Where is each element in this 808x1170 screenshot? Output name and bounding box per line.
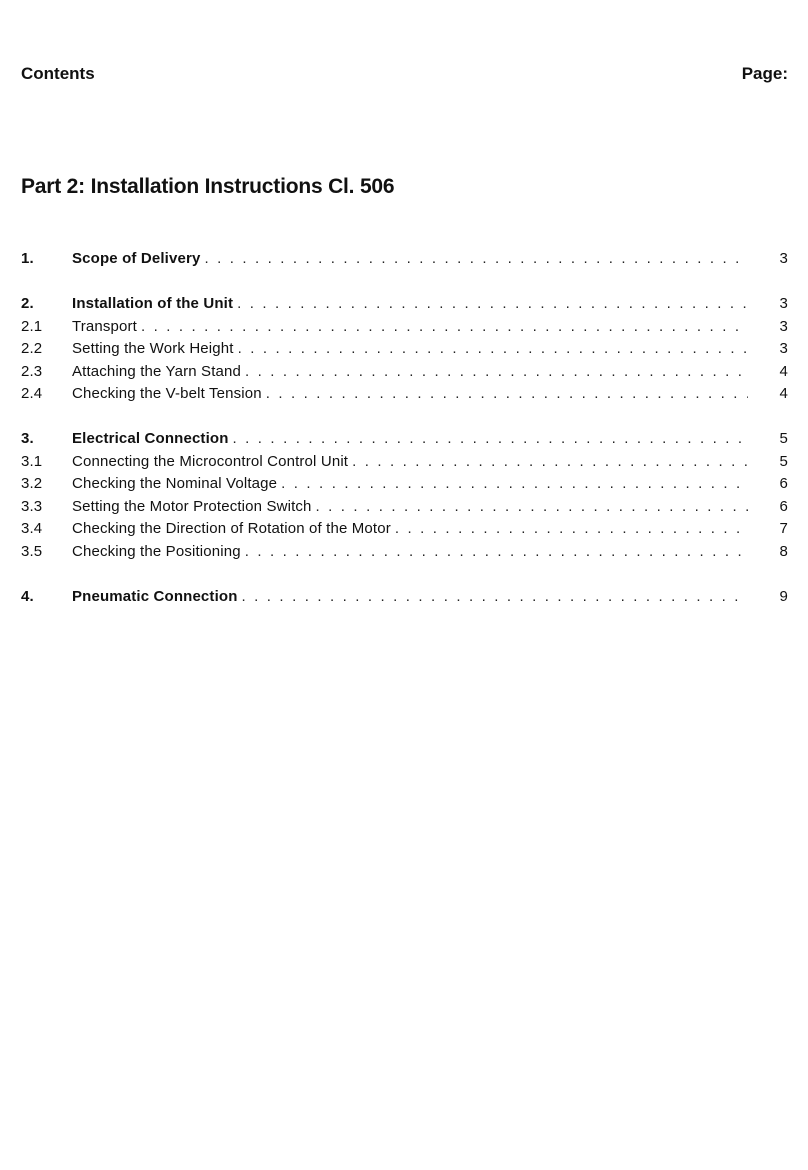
toc-entry-number: 1. bbox=[21, 250, 34, 267]
dot-leader bbox=[204, 250, 748, 267]
toc-entry-title: Transport bbox=[72, 317, 137, 335]
table-of-contents bbox=[21, 250, 788, 633]
toc-entry-title: Checking the Direction of Rotation of the Motor bbox=[72, 520, 391, 537]
toc-entry-title: Electrical Connection bbox=[72, 430, 229, 447]
toc-entry-page-number: 6 bbox=[779, 497, 788, 515]
dot-leader bbox=[242, 588, 748, 605]
dot-leader bbox=[281, 475, 748, 492]
dot-leader bbox=[395, 520, 748, 537]
toc-entry-page-number: 7 bbox=[779, 520, 788, 537]
toc-subsection-entry[interactable] bbox=[21, 543, 788, 566]
dot-leader bbox=[141, 318, 748, 335]
toc-entry-number: 3.1 bbox=[21, 452, 43, 470]
toc-chapter-entry[interactable] bbox=[21, 250, 788, 273]
toc-entry-page-number: 8 bbox=[779, 542, 788, 560]
toc-entry-page-number: 3 bbox=[779, 295, 788, 312]
dot-leader bbox=[238, 340, 748, 357]
dot-leader bbox=[237, 295, 748, 312]
toc-entry-page-number: 6 bbox=[779, 475, 788, 492]
toc-entry-page-number: 3 bbox=[779, 317, 788, 335]
toc-subsection-entry[interactable] bbox=[21, 475, 788, 498]
toc-entry-title: Scope of Delivery bbox=[72, 250, 201, 267]
toc-entry-number: 3.5 bbox=[21, 542, 43, 560]
dot-leader bbox=[245, 543, 748, 560]
toc-entry-page-number: 4 bbox=[779, 362, 788, 380]
dot-leader bbox=[352, 453, 748, 470]
toc-subsection-entry[interactable] bbox=[21, 498, 788, 521]
toc-subsection-entry[interactable] bbox=[21, 318, 788, 341]
toc-entry-number: 3.3 bbox=[21, 497, 43, 515]
toc-entry-title: Checking the Positioning bbox=[72, 542, 241, 560]
dot-leader bbox=[316, 498, 748, 515]
toc-entry-number: 4. bbox=[21, 587, 34, 605]
toc-entry-title: Connecting the Microcontrol Control Unit bbox=[72, 452, 349, 470]
toc-entry-title: Setting the Work Height bbox=[72, 340, 234, 357]
contents-header bbox=[21, 62, 788, 86]
dot-leader bbox=[245, 363, 748, 380]
toc-entry-title: Installation of the Unit bbox=[72, 295, 234, 312]
toc-entry-title: Checking the V-belt Tension bbox=[72, 385, 262, 402]
toc-section bbox=[21, 250, 788, 273]
toc-subsection-entry[interactable] bbox=[21, 385, 788, 408]
toc-entry-title: Attaching the Yarn Stand bbox=[72, 362, 241, 380]
page-column-heading: Page: bbox=[741, 64, 788, 83]
toc-entry-page-number: 5 bbox=[779, 430, 788, 447]
toc-entry-title: Checking the Nominal Voltage bbox=[72, 475, 278, 492]
toc-section bbox=[21, 588, 788, 611]
toc-entry-page-number: 5 bbox=[779, 452, 788, 470]
toc-entry-page-number: 3 bbox=[779, 340, 788, 357]
toc-entry-number: 2.2 bbox=[21, 340, 43, 357]
toc-entry-number: 2.4 bbox=[21, 385, 43, 402]
toc-entry-number: 2.3 bbox=[21, 362, 43, 380]
contents-heading: Contents bbox=[21, 64, 95, 83]
toc-entry-number: 2. bbox=[21, 295, 34, 312]
toc-entry-title: Setting the Motor Protection Switch bbox=[72, 497, 312, 515]
dot-leader bbox=[266, 385, 748, 402]
toc-entry-page-number: 9 bbox=[779, 587, 788, 605]
toc-subsection-entry[interactable] bbox=[21, 363, 788, 386]
toc-entry-number: 3.4 bbox=[21, 520, 43, 537]
toc-chapter-entry[interactable] bbox=[21, 430, 788, 453]
toc-entry-page-number: 4 bbox=[779, 385, 788, 402]
part-title: Part 2: Installation Instructions Cl. 506 bbox=[21, 175, 395, 198]
toc-chapter-entry[interactable] bbox=[21, 588, 788, 611]
toc-entry-number: 2.1 bbox=[21, 317, 43, 335]
toc-entry-title: Pneumatic Connection bbox=[72, 587, 238, 605]
toc-entry-number: 3.2 bbox=[21, 475, 43, 492]
toc-subsection-entry[interactable] bbox=[21, 453, 788, 476]
toc-entry-number: 3. bbox=[21, 430, 34, 447]
toc-subsection-entry[interactable] bbox=[21, 340, 788, 363]
toc-section bbox=[21, 295, 788, 408]
dot-leader bbox=[233, 430, 748, 447]
toc-subsection-entry[interactable] bbox=[21, 520, 788, 543]
toc-chapter-entry[interactable] bbox=[21, 295, 788, 318]
toc-section bbox=[21, 430, 788, 565]
toc-entry-page-number: 3 bbox=[779, 250, 788, 267]
